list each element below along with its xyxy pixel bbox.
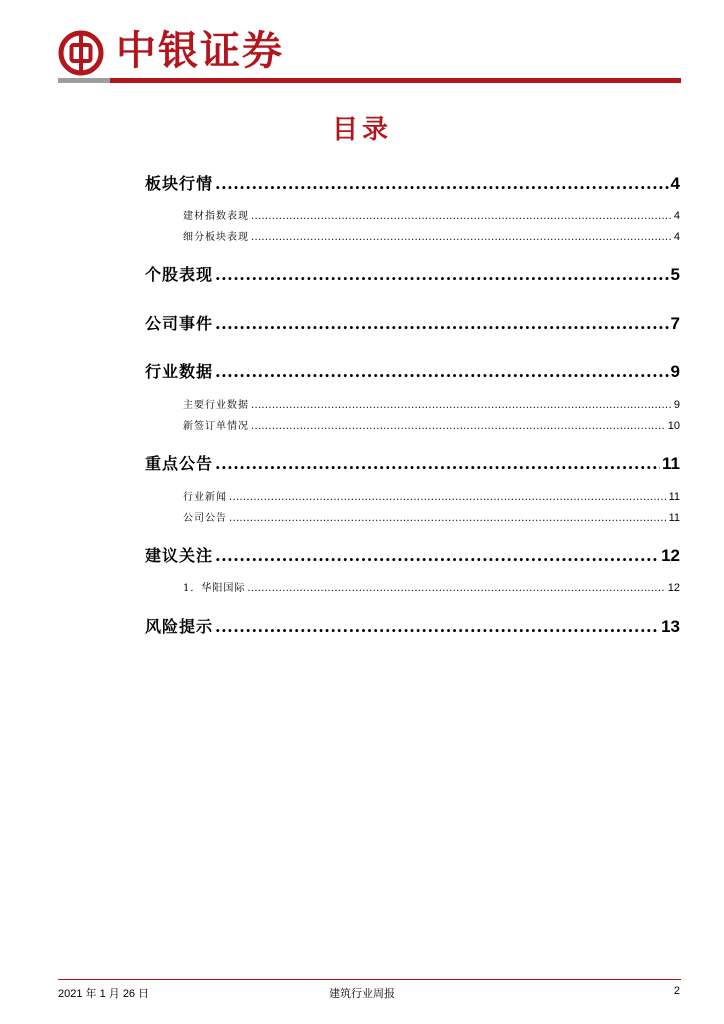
toc-entry-page: 12	[661, 546, 680, 565]
toc-entry-page: 10	[667, 420, 680, 432]
company-name: 中银证券	[116, 27, 284, 74]
toc-title: 目录	[331, 115, 392, 145]
toc-entry-title: 风险提示	[145, 617, 214, 636]
toc-entry-page: 11	[668, 512, 680, 524]
toc-entry-title: 新签订单情况	[183, 421, 249, 432]
toc-entry[interactable]	[145, 615, 680, 637]
toc-entry-title: 行业数据	[145, 362, 214, 381]
toc-entry-title: 板块行情	[145, 174, 214, 193]
toc-entry-page: 4	[670, 174, 680, 193]
toc-leader-dots	[251, 418, 666, 432]
toc-leader-dots	[215, 615, 659, 637]
toc-entry-page: 5	[670, 265, 680, 284]
toc-entry-page: 9	[670, 362, 680, 381]
footer-date: 2021 年 1 月 26 日	[58, 988, 150, 1000]
toc-subentry[interactable]	[183, 580, 680, 594]
toc-entry-page: 11	[662, 454, 680, 473]
page-header	[0, 0, 724, 90]
footer-report-name: 建筑行业周报	[329, 987, 395, 1000]
toc-entry-page: 4	[673, 210, 680, 222]
toc-subentry[interactable]	[183, 510, 680, 524]
toc-leader-dots	[215, 360, 669, 382]
toc-entry[interactable]	[145, 172, 680, 194]
header-rule-red	[110, 78, 681, 83]
toc-leader-dots	[215, 452, 660, 474]
footer-rule	[58, 979, 681, 980]
toc-entry-page: 9	[673, 399, 680, 411]
footer-page-number: 2	[673, 985, 680, 997]
toc-entry-page: 13	[661, 617, 680, 636]
toc-entry[interactable]	[145, 360, 680, 382]
toc-entry-title: 公司公告	[183, 513, 227, 524]
toc-entry-title: 建材指数表现	[183, 211, 249, 222]
toc-subentry[interactable]	[183, 229, 680, 243]
header-rule-gray	[58, 78, 110, 83]
toc-entry-page: 12	[667, 582, 680, 594]
toc-subentry[interactable]	[183, 418, 680, 432]
toc-leader-dots	[251, 397, 672, 411]
toc-entry[interactable]	[145, 544, 680, 566]
toc-entry-page: 11	[668, 491, 680, 503]
toc-subentry[interactable]	[183, 397, 680, 411]
toc-entry-title: 个股表现	[145, 265, 214, 284]
toc-entry[interactable]	[145, 452, 680, 474]
toc-leader-dots	[215, 312, 669, 334]
toc-leader-dots	[247, 580, 665, 594]
toc-entry-title: 细分板块表现	[183, 232, 249, 243]
toc-leader-dots	[251, 208, 672, 222]
toc-leader-dots	[229, 489, 667, 503]
toc-leader-dots	[251, 229, 672, 243]
toc-entry-page: 7	[670, 314, 680, 333]
toc-entry[interactable]	[145, 312, 680, 334]
toc-entry-title: 1．华阳国际	[183, 583, 246, 594]
toc-entry-title: 公司事件	[145, 314, 214, 333]
bank-of-china-logo-icon	[58, 30, 104, 76]
toc-entry-title: 主要行业数据	[183, 400, 249, 411]
toc-subentry[interactable]	[183, 208, 680, 222]
toc-entry-title: 行业新闻	[183, 492, 227, 503]
toc-leader-dots	[215, 544, 659, 566]
toc-leader-dots	[215, 172, 669, 194]
toc-entry-page: 4	[673, 231, 680, 243]
toc-leader-dots	[215, 263, 669, 285]
toc-entry-title: 建议关注	[145, 546, 214, 565]
toc-leader-dots	[229, 510, 667, 524]
toc-entry-title: 重点公告	[145, 454, 214, 473]
toc-subentry[interactable]	[183, 489, 680, 503]
toc-entry[interactable]	[145, 263, 680, 285]
